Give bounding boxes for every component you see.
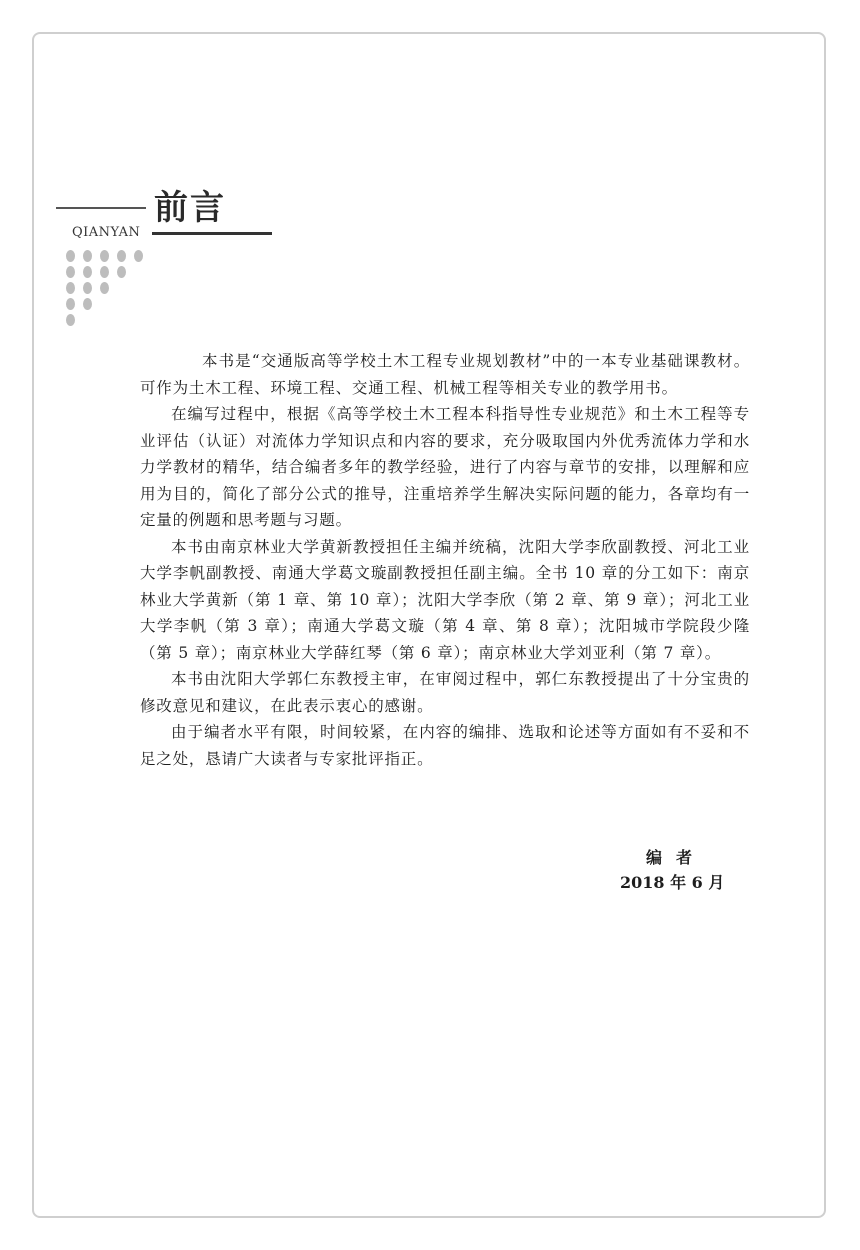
paragraph-4: 本书由沈阳大学郭仁东教授主审，在审阅过程中，郭仁东教授提出了十分宝贵的修改意见和建议，在此表示衷心的感谢。 — [140, 670, 750, 715]
dot — [100, 250, 109, 262]
paragraph-2: 在编写过程中，根据《高等学校土木工程本科指导性专业规范》和土木工程等专业评估（认证）对流体力学知识点和内容的要求，充分吸取国内外优秀流体力学和水力学教材的精华，结合编者多年的教学经验，进行了内容与章节的安排，以理解和应用为目的，简化了部分公式的推导，注重培养学生解决实际问题的能力，各章均有一定量的例题和思考题与习题。 — [140, 405, 750, 529]
heading-rule-top — [56, 207, 146, 209]
signature-author: 编者 — [646, 848, 707, 867]
paragraph-5: 由于编者水平有限，时间较紧，在内容的编排、选取和论述等方面如有不妥和不足之处，恳请广大读者与专家批评指正。 — [140, 723, 750, 768]
dot — [117, 266, 126, 278]
dot — [83, 250, 92, 262]
dot — [100, 282, 109, 294]
dot — [83, 282, 92, 294]
paragraph-3: 本书由南京林业大学黄新教授担任主编并统稿，沈阳大学李欣副教授、河北工业大学李帆副教授、南通大学葛文璇副教授担任副主编。全书 10 章的分工如下：南京林业大学黄新（第 1 章、第 10 章）；沈阳大学李欣（第 2 章、第 9 章）；河北工业大学李帆（第 3 章）；南通大学葛文璇（第 4 章、第 8 章）；沈阳城市学院段少隆（第 5 章）；南京林业大学薛红琴（第 6 章）；南京林业大学刘亚利（第 7 章）。 — [140, 537, 750, 662]
dot — [117, 250, 126, 262]
dot — [134, 250, 143, 262]
preface-body — [140, 348, 750, 772]
dot — [100, 266, 109, 278]
signature-date: 2018 年 6 月 — [620, 873, 725, 892]
dot — [66, 314, 75, 326]
signature-block — [600, 845, 740, 895]
dot — [66, 298, 75, 310]
heading-title: 前言 — [154, 188, 226, 228]
dot — [66, 250, 75, 262]
preface-heading — [56, 180, 226, 250]
heading-pinyin: QIANYAN — [72, 225, 141, 240]
dot — [83, 266, 92, 278]
dot — [83, 298, 92, 310]
dot — [66, 266, 75, 278]
decorative-dots — [66, 250, 156, 330]
heading-rule-bottom — [152, 232, 272, 235]
paragraph-1: 本书是“交通版高等学校土木工程专业规划教材”中的一本专业基础课教材。可作为土木工程、环境工程、交通工程、机械工程等相关专业的教学用书。 — [140, 352, 750, 397]
dot — [66, 282, 75, 294]
